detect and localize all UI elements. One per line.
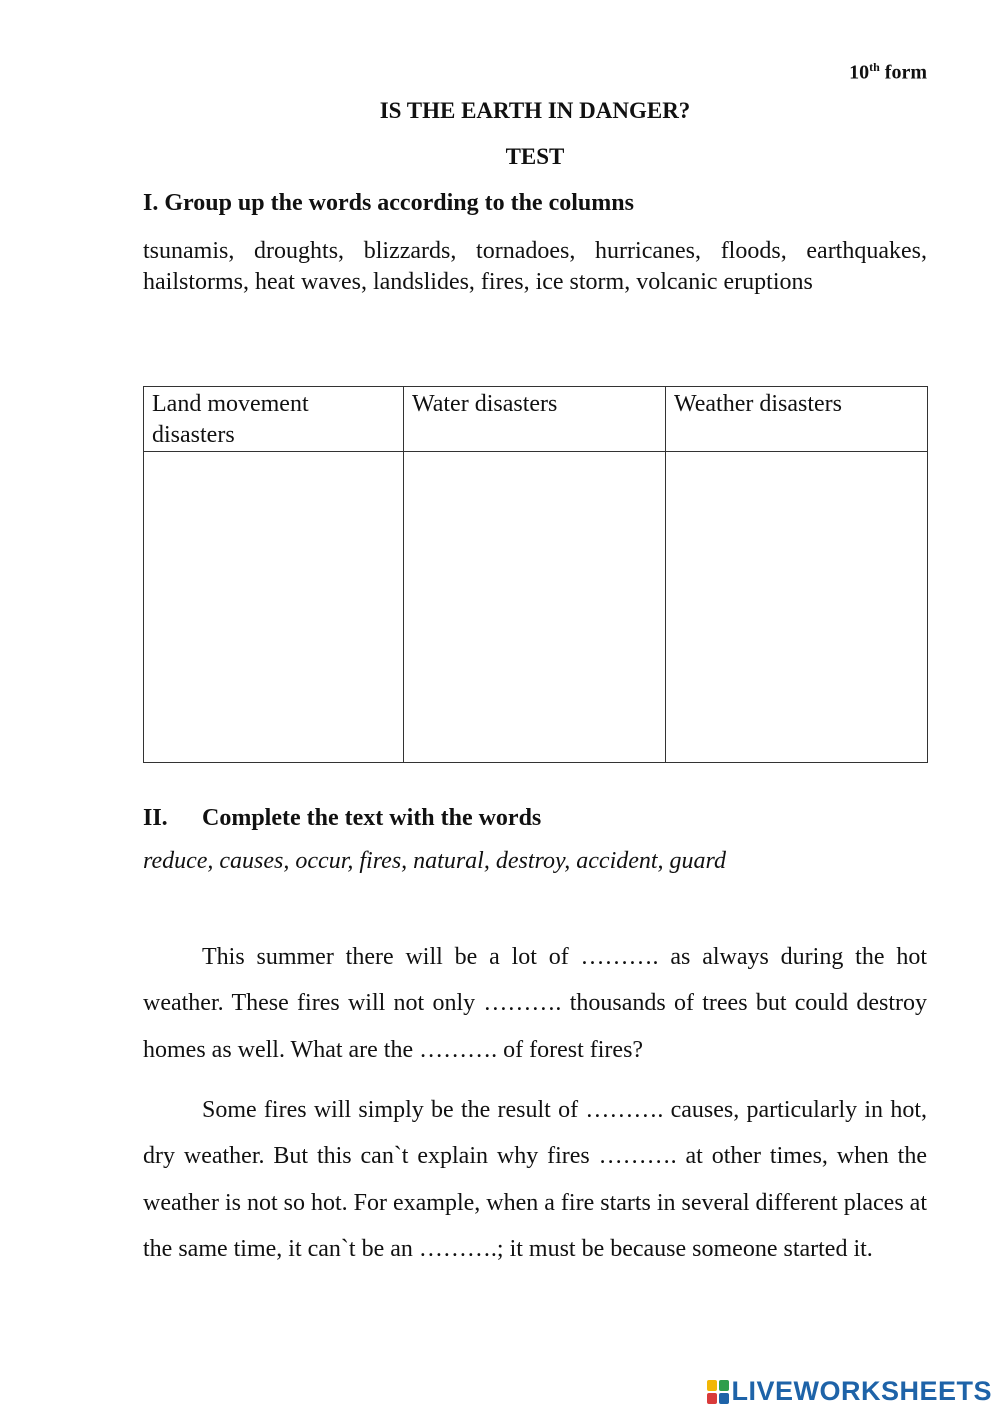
liveworksheets-logo-icon	[707, 1380, 729, 1404]
grouping-table-answer-row	[144, 452, 928, 763]
column-header-land-movement: Land movement disasters	[144, 387, 404, 452]
grouping-table-header-row	[144, 387, 928, 452]
column-header-weather: Weather disasters	[666, 387, 928, 452]
worksheet-title: IS THE EARTH IN DANGER?	[379, 98, 691, 123]
column-header-water: Water disasters	[404, 387, 666, 452]
liveworksheets-logo	[707, 1376, 992, 1407]
form-number: 10	[849, 61, 870, 84]
section1-word-bank: tsunamis, droughts, blizzards, tornadoes, hurricanes, floods, earthquakes, hailstorms, heat waves, landslides, fires, ice storm, volcanic eruptions	[143, 238, 927, 295]
gap-fill-paragraph: This summer there will be a lot of ………. as always during the hot weather. These fires will not only ………. thousands of trees but could destroy homes as well. What are the ………. of forest fires?	[143, 944, 927, 1063]
logo-square	[707, 1380, 717, 1391]
form-superscript: th	[869, 60, 880, 74]
section2-heading-text: Complete the text with the words	[202, 805, 542, 831]
logo-square	[719, 1380, 729, 1391]
logo-square	[719, 1393, 729, 1404]
worksheet-subtitle: TEST	[505, 144, 565, 169]
section1-heading: I. Group up the words according to the columns	[143, 190, 634, 216]
section2-word-list: reduce, causes, occur, fires, natural, destroy, accident, guard	[143, 848, 727, 874]
section2-heading	[143, 805, 541, 832]
logo-square	[707, 1393, 717, 1404]
answer-cell-weather[interactable]	[666, 452, 928, 763]
liveworksheets-logo-text: LIVEWORKSHEETS	[731, 1376, 992, 1406]
answer-cell-water[interactable]	[404, 452, 666, 763]
form-word: form	[884, 61, 927, 84]
answer-cell-land-movement[interactable]	[144, 452, 404, 763]
form-label	[849, 60, 927, 85]
grouping-table	[143, 386, 928, 763]
section2-number: II.	[143, 805, 168, 831]
gap-fill-paragraph: Some fires will simply be the result of ………. causes, particularly in hot, dry weather. But this can`t explain why fires ………. at other times, when the weather is not so hot. For example, when a fire starts in several different places at the same time, it can`t be an ……….; it must be because someone started it.	[143, 1097, 927, 1262]
